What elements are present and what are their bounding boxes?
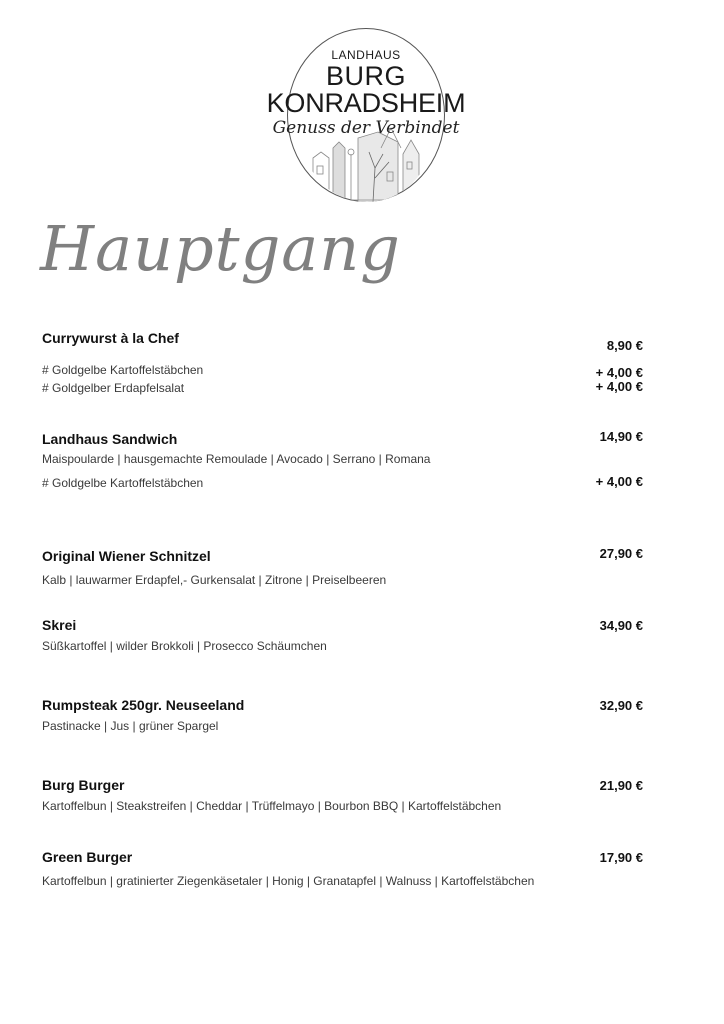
item-name: Landhaus Sandwich bbox=[42, 431, 178, 447]
item-description: Süßkartoffel | wilder Brokkoli | Prosecco Schäumchen bbox=[42, 639, 327, 653]
item-description: Kartoffelbun | Steakstreifen | Cheddar | Trüffelmayo | Bourbon BBQ | Kartoffelstäbchen bbox=[42, 799, 502, 813]
item-name: Green Burger bbox=[42, 849, 133, 865]
restaurant-logo bbox=[263, 28, 469, 206]
item-description: Kartoffelbun | gratinierter Ziegenkäsetaler | Honig | Granatapfel | Walnuss | Kartoffelstäbchen bbox=[42, 874, 535, 888]
item-description: Kalb | lauwarmer Erdapfel,- Gurkensalat | Zitrone | Preiselbeeren bbox=[42, 573, 387, 587]
item-price: 32,90 € bbox=[599, 698, 643, 713]
extra-price: + 4,00 € bbox=[595, 379, 643, 394]
item-price: 27,90 € bbox=[599, 546, 643, 561]
item-name: Currywurst à la Chef bbox=[42, 330, 179, 346]
extra-price: + 4,00 € bbox=[595, 474, 643, 489]
item-price: 17,90 € bbox=[599, 850, 643, 865]
item-price: 34,90 € bbox=[599, 618, 643, 633]
item-description: Maispoularde | hausgemachte Remoulade | Avocado | Serrano | Romana bbox=[42, 452, 431, 466]
logo-slogan: Genuss der Verbindet bbox=[272, 118, 460, 138]
item-name: Burg Burger bbox=[42, 777, 125, 793]
item-name: Original Wiener Schnitzel bbox=[42, 548, 211, 564]
item-price: 14,90 € bbox=[599, 429, 643, 444]
item-name: Skrei bbox=[42, 617, 77, 633]
item-price: 21,90 € bbox=[599, 778, 643, 793]
extra-label: # Goldgelbe Kartoffelstäbchen bbox=[42, 476, 204, 490]
item-name: Rumpsteak 250gr. Neuseeland bbox=[42, 697, 245, 713]
item-description: Pastinacke | Jus | grüner Spargel bbox=[42, 719, 219, 733]
extra-label: # Goldgelbe Kartoffelstäbchen bbox=[42, 363, 204, 377]
item-price: 8,90 € bbox=[606, 338, 643, 353]
logo-konradsheim: KONRADSHEIM bbox=[266, 88, 466, 118]
extra-label: # Goldgelber Erdapfelsalat bbox=[42, 381, 185, 395]
logo-burg: BURG bbox=[325, 61, 406, 91]
extra-price: + 4,00 € bbox=[595, 365, 643, 380]
section-title: Hauptgang bbox=[40, 212, 401, 285]
logo-landhaus: LANDHAUS bbox=[331, 48, 401, 62]
